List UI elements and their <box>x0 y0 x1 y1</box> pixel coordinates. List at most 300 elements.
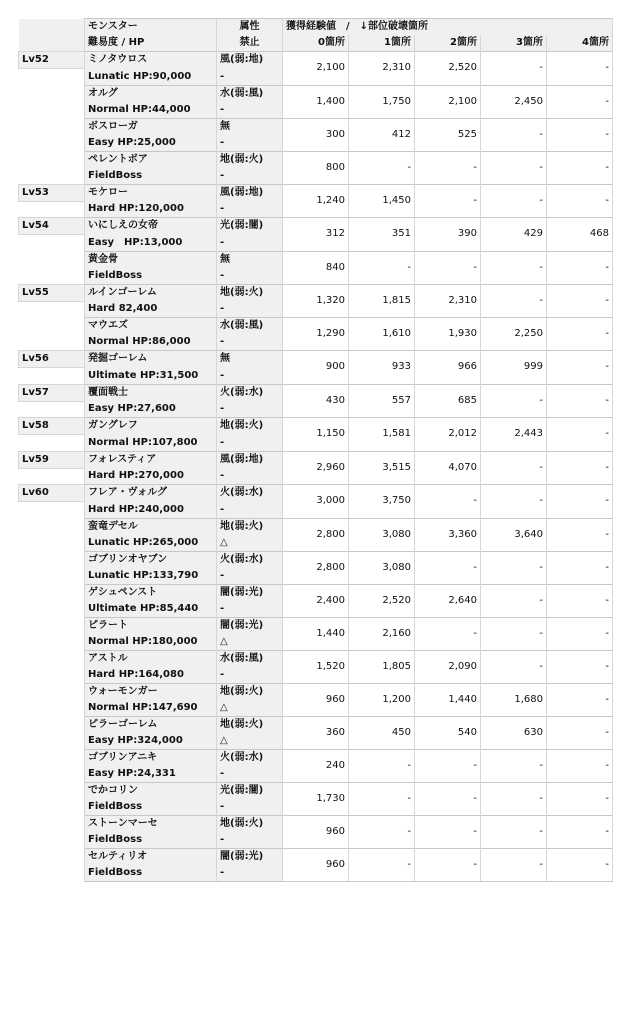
level-cell <box>19 85 85 102</box>
monster-forbidden: △ <box>217 634 283 651</box>
exp-value-part-3: - <box>481 749 547 782</box>
exp-value-part-2: - <box>415 551 481 584</box>
exp-value-part-1: - <box>349 782 415 815</box>
monster-attribute: 地(弱:火) <box>217 151 283 168</box>
exp-value-part-2: - <box>415 485 481 519</box>
monster-name: ゴブリンオヤブン <box>85 551 217 568</box>
level-blank <box>19 568 85 585</box>
level-cell <box>19 650 85 667</box>
monster-forbidden: - <box>217 235 283 252</box>
level-blank <box>19 268 85 285</box>
table-row <box>19 617 613 634</box>
exp-value-part-3: - <box>481 617 547 650</box>
table-row <box>19 351 613 368</box>
exp-value-part-1: 1,200 <box>349 683 415 716</box>
exp-value-part-2: - <box>415 749 481 782</box>
header-difficulty-hp: 難易度 / HP <box>85 35 217 52</box>
monster-attribute: 地(弱:火) <box>217 284 283 301</box>
exp-value-part-4: - <box>547 451 613 485</box>
exp-value-part-3: 2,450 <box>481 85 547 118</box>
level-blank <box>19 468 85 485</box>
monster-name: ストーンマーセ <box>85 815 217 832</box>
exp-value-part-0: 960 <box>283 848 349 881</box>
level-blank <box>19 301 85 318</box>
table-row <box>19 151 613 168</box>
exp-value-part-1: 1,815 <box>349 284 415 318</box>
exp-value-part-3: 2,443 <box>481 418 547 452</box>
exp-value-part-2: - <box>415 617 481 650</box>
level-blank <box>19 535 85 552</box>
monster-forbidden: - <box>217 766 283 783</box>
exp-value-part-3: - <box>481 451 547 485</box>
monster-name: セルティリオ <box>85 848 217 865</box>
table-row <box>19 251 613 268</box>
header-row-1 <box>19 19 613 36</box>
level-cell: Lv55 <box>19 284 85 301</box>
level-cell: Lv56 <box>19 351 85 368</box>
exp-value-part-2: - <box>415 782 481 815</box>
table-row <box>19 683 613 700</box>
monster-forbidden: - <box>217 568 283 585</box>
monster-name: いにしえの女帝 <box>85 218 217 235</box>
monster-forbidden: - <box>217 601 283 618</box>
monster-attribute: 地(弱:火) <box>217 683 283 700</box>
exp-value-part-0: 900 <box>283 351 349 385</box>
exp-value-part-4: - <box>547 251 613 284</box>
header-forbidden: 禁止 <box>217 35 283 52</box>
exp-value-part-1: - <box>349 151 415 184</box>
exp-value-part-3: 2,250 <box>481 318 547 351</box>
exp-value-part-4: 468 <box>547 218 613 252</box>
exp-value-part-3: - <box>481 284 547 318</box>
level-blank <box>19 700 85 717</box>
monster-attribute: 水(弱:風) <box>217 85 283 102</box>
monster-forbidden: - <box>217 301 283 318</box>
exp-value-part-4: - <box>547 184 613 218</box>
exp-value-part-1: 1,450 <box>349 184 415 218</box>
level-cell: Lv53 <box>19 184 85 201</box>
exp-value-part-1: 3,080 <box>349 518 415 551</box>
monster-difficulty-hp: Lunatic HP:133,790 <box>85 568 217 585</box>
header-row-2 <box>19 35 613 52</box>
exp-value-part-1: 1,805 <box>349 650 415 683</box>
exp-value-part-0: 240 <box>283 749 349 782</box>
monster-attribute: 風(弱:地) <box>217 451 283 468</box>
level-blank <box>19 766 85 783</box>
level-cell <box>19 151 85 168</box>
exp-value-part-2: 4,070 <box>415 451 481 485</box>
exp-value-part-0: 1,290 <box>283 318 349 351</box>
table-row <box>19 815 613 832</box>
monster-difficulty-hp: Normal HP:147,690 <box>85 700 217 717</box>
monster-difficulty-hp: FieldBoss <box>85 168 217 185</box>
table-row <box>19 782 613 799</box>
header-part-4: 4箇所 <box>547 35 613 52</box>
monster-forbidden: - <box>217 201 283 218</box>
exp-value-part-1: - <box>349 848 415 881</box>
monster-name: ボスローガ <box>85 118 217 135</box>
exp-value-part-4: - <box>547 617 613 650</box>
exp-value-part-2: 2,520 <box>415 52 481 86</box>
monster-forbidden: - <box>217 102 283 119</box>
exp-value-part-2: 966 <box>415 351 481 385</box>
exp-value-part-0: 3,000 <box>283 485 349 519</box>
exp-value-part-4: - <box>547 284 613 318</box>
header-part-3: 3箇所 <box>481 35 547 52</box>
exp-value-part-4: - <box>547 848 613 881</box>
exp-value-part-4: - <box>547 418 613 452</box>
exp-value-part-1: 1,750 <box>349 85 415 118</box>
exp-value-part-0: 312 <box>283 218 349 252</box>
table-row <box>19 52 613 69</box>
exp-value-part-2: - <box>415 151 481 184</box>
exp-value-part-3: - <box>481 782 547 815</box>
level-cell <box>19 749 85 766</box>
level-blank <box>19 401 85 418</box>
level-cell: Lv52 <box>19 52 85 69</box>
monster-name: アストル <box>85 650 217 667</box>
monster-difficulty-hp: Hard HP:120,000 <box>85 201 217 218</box>
monster-difficulty-hp: Easy HP:13,000 <box>85 235 217 252</box>
exp-value-part-0: 430 <box>283 384 349 418</box>
exp-value-part-3: - <box>481 551 547 584</box>
exp-value-part-3: - <box>481 384 547 418</box>
level-blank <box>19 69 85 86</box>
monster-name: ガングレフ <box>85 418 217 435</box>
level-blank <box>19 334 85 351</box>
monster-difficulty-hp: Hard 82,400 <box>85 301 217 318</box>
monster-difficulty-hp: Normal HP:107,800 <box>85 435 217 452</box>
monster-forbidden: - <box>217 502 283 519</box>
monster-attribute: 闇(弱:光) <box>217 848 283 865</box>
monster-name: ゴブリンアニキ <box>85 749 217 766</box>
monster-difficulty-hp: Normal HP:180,000 <box>85 634 217 651</box>
exp-value-part-2: 2,640 <box>415 584 481 617</box>
monster-difficulty-hp: FieldBoss <box>85 268 217 285</box>
monster-attribute: 地(弱:火) <box>217 518 283 535</box>
level-blank <box>19 667 85 684</box>
monster-name: ウォーモンガー <box>85 683 217 700</box>
monster-difficulty-hp: Easy HP:25,000 <box>85 135 217 152</box>
exp-value-part-0: 300 <box>283 118 349 151</box>
level-blank <box>19 601 85 618</box>
level-blank <box>19 201 85 218</box>
exp-value-part-3: - <box>481 184 547 218</box>
level-cell: Lv54 <box>19 218 85 235</box>
monster-forbidden: △ <box>217 535 283 552</box>
exp-value-part-4: - <box>547 749 613 782</box>
monster-attribute: 地(弱:火) <box>217 418 283 435</box>
exp-value-part-1: 2,310 <box>349 52 415 86</box>
header-part-1: 1箇所 <box>349 35 415 52</box>
level-cell: Lv59 <box>19 451 85 468</box>
monster-difficulty-hp: Easy HP:27,600 <box>85 401 217 418</box>
level-cell <box>19 848 85 865</box>
level-cell <box>19 584 85 601</box>
level-blank <box>19 135 85 152</box>
exp-value-part-3: - <box>481 815 547 848</box>
exp-value-part-0: 800 <box>283 151 349 184</box>
monster-name: 黄金骨 <box>85 251 217 268</box>
exp-value-part-2: 390 <box>415 218 481 252</box>
monster-attribute: 火(弱:水) <box>217 551 283 568</box>
exp-value-part-0: 1,150 <box>283 418 349 452</box>
monster-attribute: 水(弱:風) <box>217 650 283 667</box>
exp-value-part-4: - <box>547 716 613 749</box>
header-level-blank <box>19 19 85 36</box>
level-blank <box>19 168 85 185</box>
exp-value-part-2: 1,930 <box>415 318 481 351</box>
exp-value-part-3: - <box>481 584 547 617</box>
monster-difficulty-hp: Hard HP:164,080 <box>85 667 217 684</box>
exp-value-part-0: 360 <box>283 716 349 749</box>
monster-forbidden: - <box>217 468 283 485</box>
monster-difficulty-hp: Lunatic HP:265,000 <box>85 535 217 552</box>
monster-attribute: 火(弱:水) <box>217 485 283 502</box>
exp-value-part-0: 960 <box>283 683 349 716</box>
exp-value-part-2: 2,310 <box>415 284 481 318</box>
table-row <box>19 848 613 865</box>
monster-forbidden: - <box>217 865 283 882</box>
header-exp-title: 獲得経験値 / ↓部位破壊箇所 <box>283 19 613 36</box>
monster-attribute: 無 <box>217 251 283 268</box>
level-cell <box>19 815 85 832</box>
monster-forbidden: - <box>217 135 283 152</box>
header-part-2: 2箇所 <box>415 35 481 52</box>
exp-value-part-0: 1,730 <box>283 782 349 815</box>
level-cell: Lv58 <box>19 418 85 435</box>
level-cell <box>19 251 85 268</box>
monster-attribute: 風(弱:地) <box>217 184 283 201</box>
monster-name: ゲシュペンスト <box>85 584 217 601</box>
monster-name: ペレントボア <box>85 151 217 168</box>
exp-value-part-4: - <box>547 683 613 716</box>
exp-value-part-1: - <box>349 815 415 848</box>
exp-value-part-1: 2,520 <box>349 584 415 617</box>
exp-value-part-3: - <box>481 251 547 284</box>
exp-value-part-3: - <box>481 650 547 683</box>
exp-value-part-4: - <box>547 584 613 617</box>
exp-value-part-0: 960 <box>283 815 349 848</box>
monster-attribute: 地(弱:火) <box>217 716 283 733</box>
monster-attribute: 闇(弱:光) <box>217 617 283 634</box>
level-cell <box>19 551 85 568</box>
exp-value-part-4: - <box>547 151 613 184</box>
exp-value-part-4: - <box>547 782 613 815</box>
exp-value-part-0: 1,320 <box>283 284 349 318</box>
exp-value-part-4: - <box>547 518 613 551</box>
monster-forbidden: - <box>217 435 283 452</box>
monster-forbidden: - <box>217 69 283 86</box>
level-blank <box>19 102 85 119</box>
exp-value-part-0: 2,800 <box>283 551 349 584</box>
exp-value-part-1: 351 <box>349 218 415 252</box>
exp-value-part-2: - <box>415 184 481 218</box>
table-row <box>19 551 613 568</box>
table-row <box>19 85 613 102</box>
exp-value-part-0: 1,400 <box>283 85 349 118</box>
level-cell <box>19 716 85 733</box>
level-cell <box>19 518 85 535</box>
exp-value-part-3: - <box>481 151 547 184</box>
exp-value-part-3: 1,680 <box>481 683 547 716</box>
table-row <box>19 384 613 401</box>
exp-value-part-1: - <box>349 251 415 284</box>
exp-value-part-3: - <box>481 485 547 519</box>
level-cell <box>19 617 85 634</box>
exp-value-part-2: 2,090 <box>415 650 481 683</box>
monster-exp-table <box>18 18 613 882</box>
table-row <box>19 218 613 235</box>
level-blank <box>19 733 85 750</box>
exp-value-part-4: - <box>547 118 613 151</box>
exp-value-part-0: 1,240 <box>283 184 349 218</box>
table-row <box>19 184 613 201</box>
monster-forbidden: - <box>217 667 283 684</box>
monster-difficulty-hp: Normal HP:44,000 <box>85 102 217 119</box>
table-row <box>19 584 613 601</box>
monster-attribute: 火(弱:水) <box>217 749 283 766</box>
monster-name: 覆面戦士 <box>85 384 217 401</box>
monster-name: ルインゴーレム <box>85 284 217 301</box>
exp-value-part-1: 450 <box>349 716 415 749</box>
monster-attribute: 水(弱:風) <box>217 318 283 335</box>
exp-value-part-4: - <box>547 52 613 86</box>
exp-value-part-1: - <box>349 749 415 782</box>
monster-difficulty-hp: Hard HP:270,000 <box>85 468 217 485</box>
level-blank <box>19 634 85 651</box>
monster-difficulty-hp: Ultimate HP:85,440 <box>85 601 217 618</box>
monster-difficulty-hp: FieldBoss <box>85 865 217 882</box>
exp-value-part-2: 1,440 <box>415 683 481 716</box>
level-blank <box>19 799 85 816</box>
exp-value-part-4: - <box>547 551 613 584</box>
level-blank <box>19 435 85 452</box>
exp-value-part-0: 2,100 <box>283 52 349 86</box>
level-blank <box>19 865 85 882</box>
exp-value-part-3: 630 <box>481 716 547 749</box>
exp-value-part-2: 525 <box>415 118 481 151</box>
monster-difficulty-hp: Easy HP:324,000 <box>85 733 217 750</box>
level-cell <box>19 683 85 700</box>
exp-value-part-2: - <box>415 848 481 881</box>
monster-attribute: 無 <box>217 351 283 368</box>
exp-value-part-0: 2,960 <box>283 451 349 485</box>
monster-name: ミノタウロス <box>85 52 217 69</box>
level-cell <box>19 782 85 799</box>
monster-forbidden: - <box>217 799 283 816</box>
monster-forbidden: - <box>217 334 283 351</box>
exp-value-part-3: - <box>481 848 547 881</box>
header-level-blank-2 <box>19 35 85 52</box>
exp-value-part-1: 3,080 <box>349 551 415 584</box>
level-blank <box>19 368 85 385</box>
exp-value-part-4: - <box>547 384 613 418</box>
exp-value-part-2: 685 <box>415 384 481 418</box>
monster-difficulty-hp: Hard HP:240,000 <box>85 502 217 519</box>
monster-difficulty-hp: Easy HP:24,331 <box>85 766 217 783</box>
exp-value-part-2: - <box>415 815 481 848</box>
monster-forbidden: - <box>217 268 283 285</box>
level-blank <box>19 832 85 849</box>
table-row <box>19 451 613 468</box>
exp-value-part-0: 1,520 <box>283 650 349 683</box>
exp-value-part-1: 3,750 <box>349 485 415 519</box>
monster-attribute: 光(弱:闇) <box>217 218 283 235</box>
exp-value-part-1: 1,610 <box>349 318 415 351</box>
monster-name: オルグ <box>85 85 217 102</box>
monster-name: マウエズ <box>85 318 217 335</box>
exp-value-part-3: 999 <box>481 351 547 385</box>
table-row <box>19 118 613 135</box>
monster-name: フォレスティア <box>85 451 217 468</box>
monster-attribute: 闇(弱:光) <box>217 584 283 601</box>
monster-name: でかコリン <box>85 782 217 799</box>
table-row <box>19 650 613 667</box>
level-blank <box>19 235 85 252</box>
exp-value-part-1: 412 <box>349 118 415 151</box>
table-row <box>19 749 613 766</box>
exp-value-part-2: - <box>415 251 481 284</box>
exp-value-part-1: 557 <box>349 384 415 418</box>
exp-value-part-4: - <box>547 815 613 848</box>
exp-value-part-2: 2,100 <box>415 85 481 118</box>
monster-name: モケロー <box>85 184 217 201</box>
exp-value-part-3: 429 <box>481 218 547 252</box>
table-row <box>19 318 613 335</box>
exp-value-part-4: - <box>547 351 613 385</box>
table-row <box>19 518 613 535</box>
table-row <box>19 284 613 301</box>
monster-name: 発掘ゴーレム <box>85 351 217 368</box>
level-cell <box>19 118 85 135</box>
monster-name: 蛮竜デセル <box>85 518 217 535</box>
table-row <box>19 485 613 502</box>
exp-value-part-1: 1,581 <box>349 418 415 452</box>
level-cell: Lv60 <box>19 485 85 502</box>
exp-value-part-4: - <box>547 650 613 683</box>
table-row <box>19 418 613 435</box>
monster-forbidden: - <box>217 832 283 849</box>
monster-difficulty-hp: FieldBoss <box>85 832 217 849</box>
monster-forbidden: - <box>217 401 283 418</box>
exp-value-part-3: - <box>481 52 547 86</box>
level-blank <box>19 502 85 519</box>
exp-value-part-2: 540 <box>415 716 481 749</box>
exp-value-part-2: 3,360 <box>415 518 481 551</box>
monster-attribute: 風(弱:地) <box>217 52 283 69</box>
monster-attribute: 地(弱:火) <box>217 815 283 832</box>
monster-name: ピラーゴーレム <box>85 716 217 733</box>
exp-value-part-0: 840 <box>283 251 349 284</box>
monster-forbidden: △ <box>217 733 283 750</box>
header-attribute: 属性 <box>217 19 283 36</box>
exp-value-part-4: - <box>547 318 613 351</box>
exp-value-part-0: 2,800 <box>283 518 349 551</box>
monster-difficulty-hp: Ultimate HP:31,500 <box>85 368 217 385</box>
exp-value-part-1: 3,515 <box>349 451 415 485</box>
level-cell: Lv57 <box>19 384 85 401</box>
exp-value-part-2: 2,012 <box>415 418 481 452</box>
exp-value-part-0: 1,440 <box>283 617 349 650</box>
monster-difficulty-hp: Normal HP:86,000 <box>85 334 217 351</box>
exp-value-part-4: - <box>547 485 613 519</box>
monster-forbidden: - <box>217 368 283 385</box>
header-part-0: 0箇所 <box>283 35 349 52</box>
exp-value-part-4: - <box>547 85 613 118</box>
exp-value-part-1: 933 <box>349 351 415 385</box>
level-cell <box>19 318 85 335</box>
